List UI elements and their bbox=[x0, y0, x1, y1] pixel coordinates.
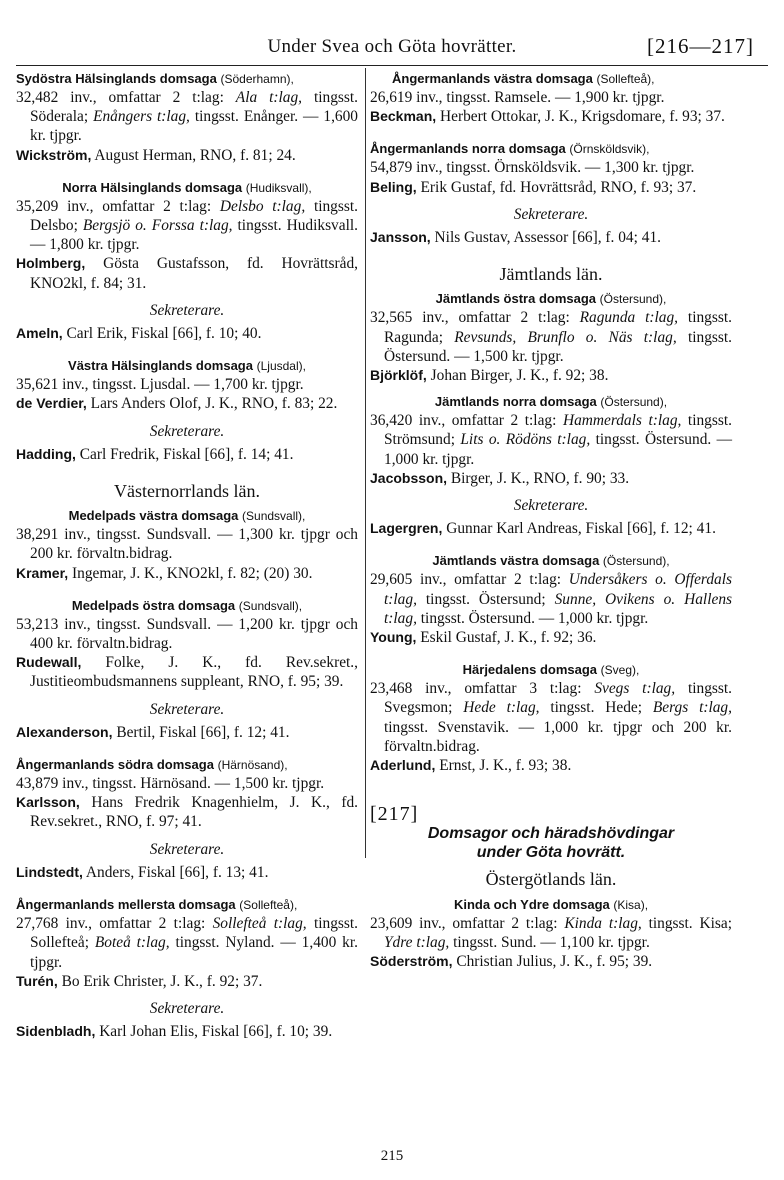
secretary-heading: Sekreterare. bbox=[149, 301, 225, 319]
domsaga-details: 32,482 inv., omfattar 2 t:lag: Ala t:lag, tingsst. Söderala; Enångers t:lag, tingsst. Enånger. — 1,600 kr. tjpgr. bbox=[16, 89, 359, 145]
domsaga-heading: Ångermanlands norra domsaga (Örnsköldsvik), bbox=[370, 141, 650, 157]
person-entry: Sidenbladh, Karl Johan Elis, Fiskal [66], f. 10; 39. bbox=[16, 1023, 333, 1041]
domsaga-heading: Medelpads östra domsaga (Sundsvall), bbox=[71, 597, 303, 613]
person-entry: Lindstedt, Anders, Fiskal [66], f. 13; 41. bbox=[16, 863, 269, 881]
county-heading: Jämtlands län. bbox=[499, 264, 603, 285]
secretary-heading: Sekreterare. bbox=[149, 840, 225, 858]
person-entry: Young, Eskil Gustaf, J. K., f. 92; 36. bbox=[370, 629, 597, 647]
person-entry: Kramer, Ingemar, J. K., KNO2kl, f. 82; (20) 30. bbox=[16, 564, 313, 582]
domsaga-heading: Kinda och Ydre domsaga (Kisa), bbox=[453, 896, 649, 912]
right-column bbox=[370, 70, 732, 971]
page-title: Under Svea och Göta hovrätter. bbox=[267, 36, 517, 57]
person-entry: Söderström, Christian Julius, J. K., f. 95; 39. bbox=[370, 953, 653, 971]
domsaga-heading: Jämtlands norra domsaga (Östersund), bbox=[434, 394, 668, 410]
domsaga-details: 38,291 inv., tingsst. Sundsvall. — 1,300 kr. tjpgr och 200 kr. förvaltn.bidrag. bbox=[16, 526, 358, 563]
domsaga-heading: Ångermanlands mellersta domsaga (Sollefteå), bbox=[16, 897, 298, 913]
domsaga-details: 36,420 inv., omfattar 2 t:lag: Hammerdals t:lag, tingsst. Strömsund; Lits o. Rödöns t:lag, tingsst. Östersund. — 1,000 kr. tjpgr. bbox=[370, 412, 733, 468]
domsaga-details: 23,468 inv., omfattar 3 t:lag: Svegs t:lag, tingsst. Svegsmon; Hede t:lag, tingsst. Hede; Bergs t:lag, tingsst. Svenstavik. — 1,000 kr. tjpgr och 200 kr. förvaltn.bidrag. bbox=[370, 680, 732, 755]
domsaga-details: 35,209 inv., omfattar 2 t:lag: Delsbo t:lag, tingsst. Delsbo; Bergsjö o. Forssa t:lag, tingsst. Hudiksvall. — 1,800 kr. tjpgr. bbox=[16, 197, 358, 254]
domsaga-details: 53,213 inv., tingsst. Sundsvall. — 1,200 kr. tjpgr och 400 kr. förvaltn.bidrag. bbox=[16, 615, 358, 653]
person-entry: Beckman, Herbert Ottokar, J. K., Krigsdomare, f. 93; 37. bbox=[370, 108, 725, 126]
domsaga-details: 29,605 inv., omfattar 2 t:lag: Undersåkers o. Offerdals t:lag, tingsst. Östersund; Sunne, Ovikens o. Hallens t:lag, tingsst. Östersund. — 1,000 kr. tjpgr. bbox=[370, 571, 733, 627]
person-entry: Hadding, Carl Fredrik, Fiskal [66], f. 14; 41. bbox=[16, 445, 294, 463]
page-number: 215 bbox=[380, 1148, 404, 1164]
county-heading: Östergötlands län. bbox=[485, 869, 617, 890]
domsaga-heading: Ångermanlands södra domsaga (Härnösand), bbox=[16, 757, 288, 773]
person-entry: Holmberg, Gösta Gustafsson, fd. Hovrättsråd, KNO2kl, f. 84; 31. bbox=[16, 255, 358, 292]
domsaga-heading: Ångermanlands västra domsaga (Sollefteå), bbox=[392, 71, 655, 86]
domsaga-details: 32,565 inv., omfattar 2 t:lag: Ragunda t:lag, tingsst. Ragunda; Revsunds, Brunflo o. Näs t:lag, tingsst. Östersund. — 1,500 kr. tjpgr. bbox=[370, 309, 732, 365]
column-divider bbox=[365, 68, 366, 858]
domsaga-heading: Medelpads västra domsaga (Sundsvall), bbox=[68, 508, 306, 524]
person-entry: Jansson, Nils Gustav, Assessor [66], f. 04; 41. bbox=[370, 229, 661, 247]
domsaga-heading: Jämtlands västra domsaga (Östersund), bbox=[432, 553, 670, 569]
secretary-heading: Sekreterare. bbox=[149, 422, 225, 440]
domsaga-details: 27,768 inv., omfattar 2 t:lag: Sollefteå t:lag, tingsst. Sollefteå; Boteå t:lag, tingsst. Nyland. — 1,400 kr. tjpgr. bbox=[16, 915, 358, 971]
person-entry: Ameln, Carl Erik, Fiskal [66], f. 10; 40. bbox=[16, 325, 262, 343]
person-entry: Rudewall, Folke, J. K., fd. Rev.sekret., Justitieombudsmannens suppleant, RNO, f. 95; 39. bbox=[16, 654, 358, 691]
domsaga-heading: Härjedalens domsaga (Sveg), bbox=[462, 662, 640, 678]
section-title: Domsagor och häradshövdingar bbox=[427, 825, 675, 843]
domsaga-heading: Jämtlands östra domsaga (Östersund), bbox=[435, 291, 667, 307]
person-entry: Turén, Bo Erik Christer, J. K., f. 92; 37. bbox=[16, 972, 263, 990]
person-entry: Jacobsson, Birger, J. K., RNO, f. 90; 33. bbox=[370, 469, 630, 487]
domsaga-details: 54,879 inv., tingsst. Örnsköldsvik. — 1,300 kr. tjpgr. bbox=[370, 159, 695, 177]
domsaga-heading: Västra Hälsinglands domsaga (Ljusdal), bbox=[68, 358, 306, 374]
secretary-heading: Sekreterare. bbox=[149, 999, 225, 1017]
domsaga-details: 23,609 inv., omfattar 2 t:lag: Kinda t:lag, tingsst. Kisa; Ydre t:lag, tingsst. Sund. — 1,100 kr. tjpgr. bbox=[370, 914, 732, 951]
secretary-heading: Sekreterare. bbox=[513, 497, 589, 515]
page-marker: [217] bbox=[370, 803, 419, 826]
page-range: [216—217] bbox=[647, 34, 754, 58]
person-entry: Alexanderson, Bertil, Fiskal [66], f. 12; 41. bbox=[16, 723, 290, 741]
person-entry: Lagergren, Gunnar Karl Andreas, Fiskal [66], f. 12; 41. bbox=[370, 520, 716, 538]
person-entry: Beling, Erik Gustaf, fd. Hovrättsråd, RNO, f. 93; 37. bbox=[370, 178, 697, 196]
document-page bbox=[16, 30, 768, 1041]
person-entry: Aderlund, Ernst, J. K., f. 93; 38. bbox=[370, 757, 572, 775]
person-entry: de Verdier, Lars Anders Olof, J. K., RNO, f. 83; 22. bbox=[16, 395, 338, 413]
domsaga-heading: Norra Hälsinglands domsaga (Hudiksvall), bbox=[62, 179, 312, 195]
header-rule bbox=[16, 65, 768, 66]
person-entry: Karlsson, Hans Fredrik Knagenhielm, J. K., fd. Rev.sekret., RNO, f. 97; 41. bbox=[16, 794, 358, 831]
person-entry: Björklöf, Johan Birger, J. K., f. 92; 38. bbox=[370, 367, 609, 385]
county-heading: Västernorrlands län. bbox=[114, 481, 260, 502]
domsaga-heading: Sydöstra Hälsinglands domsaga (Söderhamn), bbox=[16, 71, 294, 86]
secretary-heading: Sekreterare. bbox=[513, 205, 589, 223]
left-column bbox=[16, 70, 358, 1041]
person-entry: Wickström, August Herman, RNO, f. 81; 24. bbox=[16, 146, 296, 164]
running-header bbox=[16, 30, 768, 64]
domsaga-details: 26,619 inv., tingsst. Ramsele. — 1,900 kr. tjpgr. bbox=[370, 89, 665, 106]
secretary-heading: Sekreterare. bbox=[149, 700, 225, 718]
domsaga-details: 43,879 inv., tingsst. Härnösand. — 1,500 kr. tjpgr. bbox=[16, 775, 325, 793]
domsaga-details: 35,621 inv., tingsst. Ljusdal. — 1,700 kr. tjpgr. bbox=[16, 376, 304, 394]
section-title: under Göta hovrätt. bbox=[476, 844, 626, 862]
